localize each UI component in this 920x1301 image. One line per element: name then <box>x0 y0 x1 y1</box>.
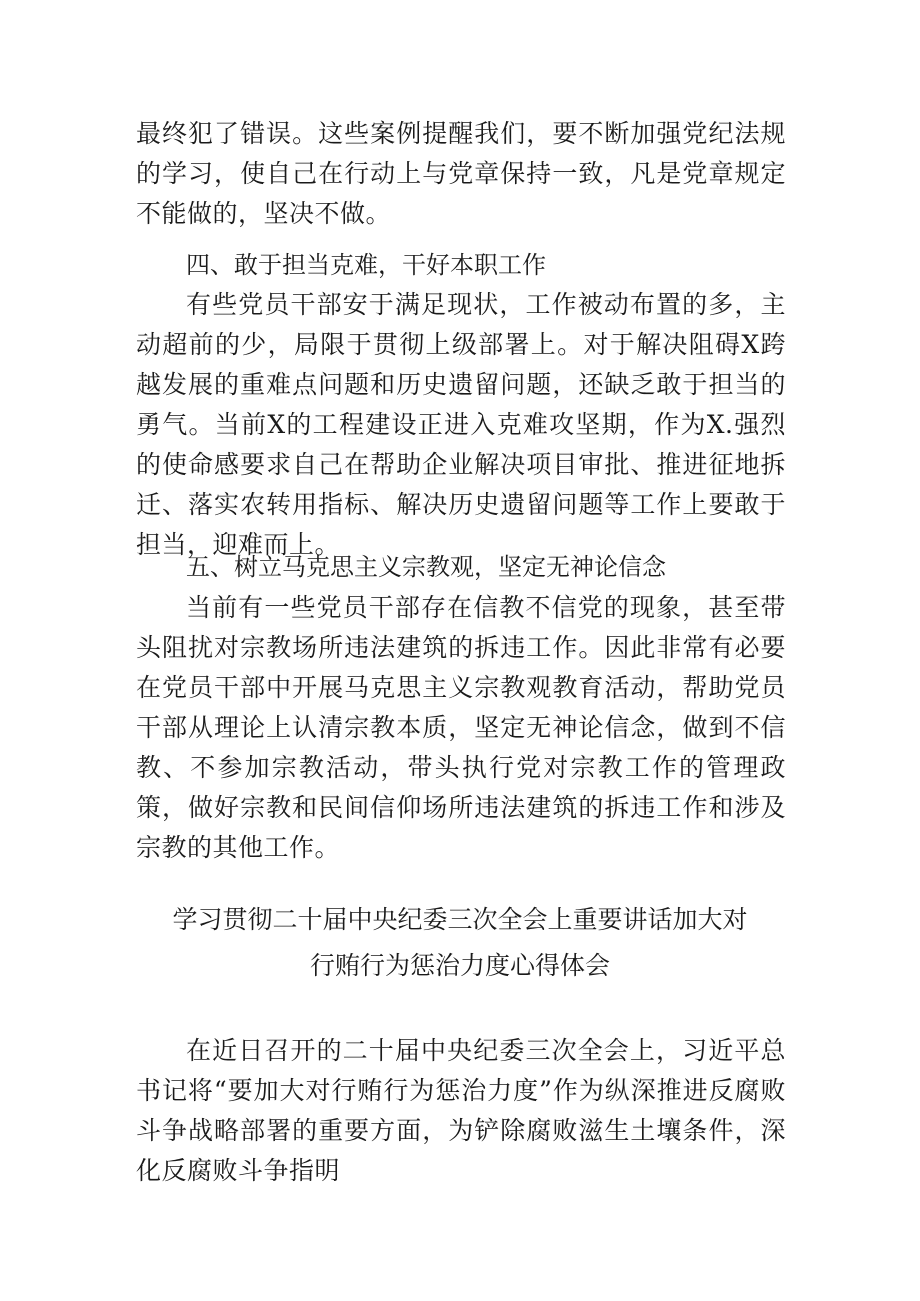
section-heading-4: 四、敢于担当克难，干好本职工作 <box>186 251 546 279</box>
article-title-line-1: 学习贯彻二十届中央纪委三次全会上重要讲话加大对 <box>172 905 748 934</box>
article-title-line-2: 行贿行为惩治力度心得体会 <box>309 951 610 980</box>
paragraph-intro-continuation: 最终犯了错误。这些案例提醒我们，要不断加强党纪法规的学习，使自己在行动上与党章保持一致，凡是党章规定不能做的，坚决不做。 <box>136 119 786 228</box>
paragraph-article-intro: 在近日召开的二十届中央纪委三次全会上，习近平总书记将“要加大对行贿行为惩治力度”作为纵深推进反腐败斗争战略部署的重要方面，为铲除腐败滋生土壤条件，深化反腐败斗争指明 <box>136 1036 786 1185</box>
paragraph-section-5: 当前有一些党员干部存在信教不信党的现象，甚至带头阻扰对宗教场所违法建筑的拆违工作。因此非常有必要在党员干部中开展马克思主义宗教观教育活动，帮助党员干部从理论上认清宗教本质，坚定无神论信念，做到不信教、不参加宗教活动，带头执行党对宗教工作的管理政策，做好宗教和民间信仰场所违法建筑的拆违工作和涉及宗教的其他工作。 <box>136 593 786 862</box>
section-heading-5: 五、树立马克思主义宗教观，坚定无神论信念 <box>186 553 666 581</box>
paragraph-section-4: 有些党员干部安于满足现状，工作被动布置的多，主动超前的少，局限于贯彻上级部署上。对于解决阻碍X跨越发展的重难点问题和历史遗留问题，还缺乏敢于担当的勇气。当前X的工程建设正进入克难攻坚期，作为X.强烈的使命感要求自己在帮助企业解决项目审批、推进征地拆迁、落实农转用指标、解决历史遗留问题等工作上要敢于担当，迎难而上。 <box>136 290 786 559</box>
article-title <box>0 897 920 989</box>
